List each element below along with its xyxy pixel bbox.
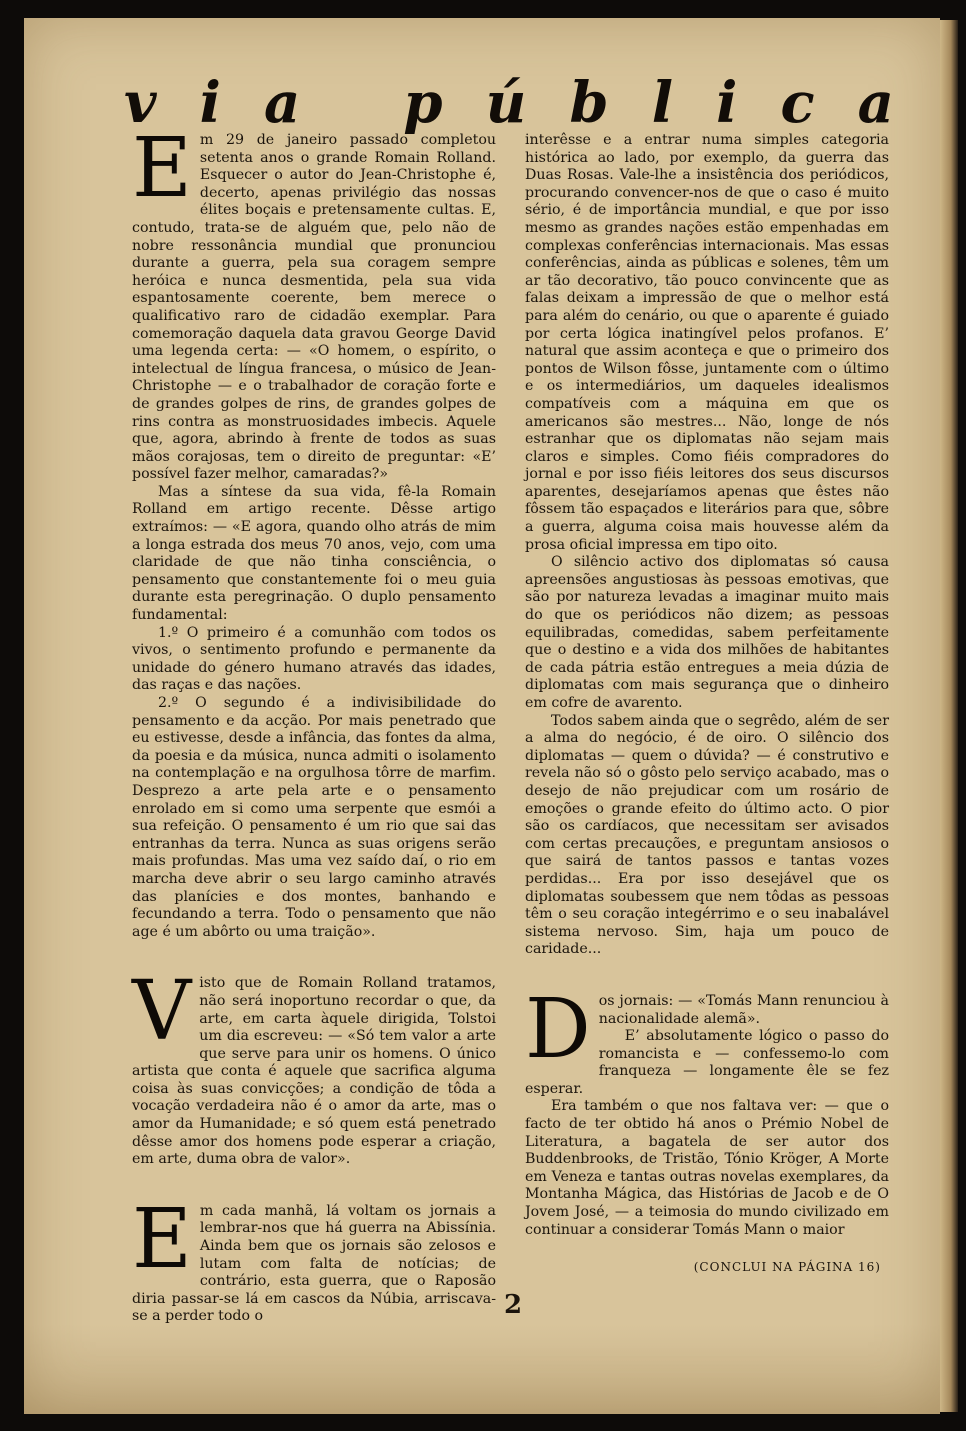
title-letter: p: [403, 70, 443, 136]
page-number: 2: [504, 1290, 523, 1320]
continued-on-page-note: (CONCLUI NA PÁGINA 16): [693, 1260, 881, 1275]
section-tomas-mann: [525, 981, 889, 1239]
left-column: [132, 121, 496, 1326]
title-letter: c: [780, 70, 815, 136]
paragraph: O silêncio activo dos diplomatas só causa apreensões angustiosas às pessoas emotivas, que são por natureza levadas a imaginar muito mais do que os periódicos não dizem; as pessoas equilibradas, comedidas, sabem perfeitamente que o destino e a vida dos milhões de habitantes de cada pátria estão entregues a meia dúzia de diplomatas com mais segurança que o dinheiro em cofre de avarento.: [525, 554, 889, 711]
paragraph: Todos sabem ainda que o segrêdo, além de ser a alma do negócio, é de oiro. O silêncio dos diplomatas — quem o dúvida? — é construtivo e revela não só o gôsto pelo serviço acabado, mas o desejo de não prejudicar com um rosário de emoções o grande efeito do último acto. O pior são os cardíacos, que necessitam ser avisados com certas precauções, e preguntam ansiosos o que sairá de tantos passos e tantas vozes perdidas... Era por isso desejável que os diplomatas soubessem que nem tôdas as pessoas têm o seu coração integérrimo e o seu inabalável sistema nervoso. Sim, haja um pouco de caridade...: [525, 712, 889, 958]
paragraph: 1.º O primeiro é a comunhão com todos os vivos, o sentimento profundo e permanente da unidade do género humano através das idades, das raças e das nações.: [132, 624, 496, 694]
title-letter: v: [124, 70, 157, 136]
title-letter: a: [857, 70, 894, 136]
paragraph: isto que de Romain Rolland tratamos, não será inoportuno recordar o que, da arte, em carta àquele dirigida, Tolstoi um dia escreveu: — «Só tem valor a arte que serve para unir os homens. O único artista que conta é aquele que sacrifica alguma coisa às suas convicções; a condição de tôda a vocação verdadeira não é o amor da arte, mas o amor da Humanidade; e só quem está penetrado dêsse amor dos homens pode esperar a criação, em arte, duma obra de valor».: [132, 975, 496, 1168]
title-letter: i: [199, 70, 221, 136]
drop-cap: V: [132, 964, 192, 1060]
title-letter: ú: [485, 70, 527, 136]
drop-cap: E: [132, 121, 192, 216]
paragraph: E’ absolutamente lógico o passo do romancista e — confessemo-lo com franqueza — longamente êle se fez esperar.: [525, 1028, 889, 1097]
drop-cap: E: [132, 1191, 192, 1287]
section-abissinia: [132, 1191, 496, 1326]
title-letter: a: [264, 70, 301, 136]
paragraph: interêsse e a entrar numa simples categoria histórica ao lado, por exemplo, da guerra das Duas Rosas. Vale-lhe a insistência dos periódicos, procurando convencer-nos de que o caso é muito sério, é de importância mundial, e que por isso mesmo as grandes nações estão empenhadas em complexas conferências internacionais. Mas essas conferências, ainda as públicas e solenes, têm um ar tão decorativo, tão pouco convincente que as falas deixam a impressão de que o melhor está para além do cenário, ou que o aparente é guiado por certa lógica inatingível pelos profanos. E’ natural que assim aconteça e que o primeiro dos pontos de Wilson fôsse, juntamente com o último e os intermediários, um daqueles idealismos compatíveis com a máquina em que os americanos são mestres... Não, longe de nós estranhar que os diplomatas não sejam mais claros e simples. Como fiéis compradores do jornal e por isso fiéis leitores dos seus discursos aparentes, desejaríamos apenas que êstes não fôssem tão espaçados e literários para que, sôbre a guerra, alguma coisa mais houvesse além da prosa oficial impressa em tipo oito.: [525, 132, 889, 553]
drop-cap: D: [525, 981, 591, 1077]
page-edge: [940, 20, 958, 1412]
right-column: [525, 132, 889, 1277]
magazine-page: [24, 18, 940, 1414]
section-title-via-publica: [124, 68, 894, 138]
section-romain-rolland: [132, 121, 496, 941]
title-letter: i: [716, 70, 738, 136]
paragraph: Mas a síntese da sua vida, fê-la Romain Rolland em artigo recente. Dêsse artigo extraímos: — «E agora, quando olho atrás de mim a longa estrada dos meus 70 anos, vejo, com uma claridade de que não tinha consciência, o pensamento que constantemente foi o meu guia durante esta peregrinação. O duplo pensamento fundamental:: [132, 483, 496, 624]
paragraph: Era também o que nos faltava ver: — que o facto de ter obtido há anos o Prémio Nobel de Literatura, a bagatela de ser autor dos Buddenbrooks, de Tristão, Tónio Kröger, A Morte em Veneza e tantas outras novelas exemplares, da Montanha Mágica, das Histórias de Jacob e de O Jovem José, — a teimosia do mundo civilizado em continuar a considerar Tomás Mann o maior: [525, 1098, 889, 1238]
paragraph: 2.º O segundo é a indivisibilidade do pensamento e da acção. Por mais penetrado que eu estivesse, desde a infância, das fontes da alma, da poesia e da música, nunca admiti o isolamento na contemplação e na orgulhosa tôrre de marfim. Desprezo a arte pela arte e o pensamento enrolado em si como uma serpente que esmói a sua refeição. O pensamento é um rio que sai das entranhas da terra. Nunca as suas origens serão mais profundas. Mas uma vez saído daí, o rio em marcha deve abrir o seu largo caminho através das planícies e dos montes, banhando e fecundando a terra. Todo o pensamento que não age é um abôrto ou uma traição».: [132, 695, 496, 940]
title-letter: b: [569, 70, 609, 136]
paragraph: m cada manhã, lá voltam os jornais a lembrar-nos que há guerra na Abissínia. Ainda bem que os jornais são zelosos e lutam com falta de notícias; de contrário, esta guerra, que o Raposão diria passar-se lá em cascos da Núbia, arriscava-se a perder todo o: [132, 1202, 496, 1325]
paragraph: os jornais: — «Tomás Mann renunciou à nacionalidade alemã».: [598, 992, 889, 1027]
paragraph: m 29 de janeiro passado completou setenta anos o grande Romain Rolland. Esquecer o autor do Jean-Christophe é, decerto, apenas privilégio das nossas élites boçais e pretensamente cultas. E, contudo, trata-se de alguém que, pelo não de nobre ressonância mundial que pronunciou durante a guerra, pela sua coragem sempre heróica e nunca desmentida, pela sua vida espantosamente coerente, bem merece o qualificativo raro de cidadão exemplar. Para comemoração daquela data gravou George David uma legenda certa: — «O homem, o espírito, o intelectual de língua francesa, o músico de Jean-Christophe — e o trabalhador de coração forte e de grandes golpes de rins, de grandes golpes de rins contra as monstruosidades imbecis. Aquele que, agora, abrindo à frente de todos as suas mãos corajosas, tem o direito de preguntar: «E’ possível fazer melhor, camaradas?»: [132, 132, 496, 483]
title-letter: l: [651, 70, 673, 136]
section-tolstoi: [132, 964, 496, 1169]
